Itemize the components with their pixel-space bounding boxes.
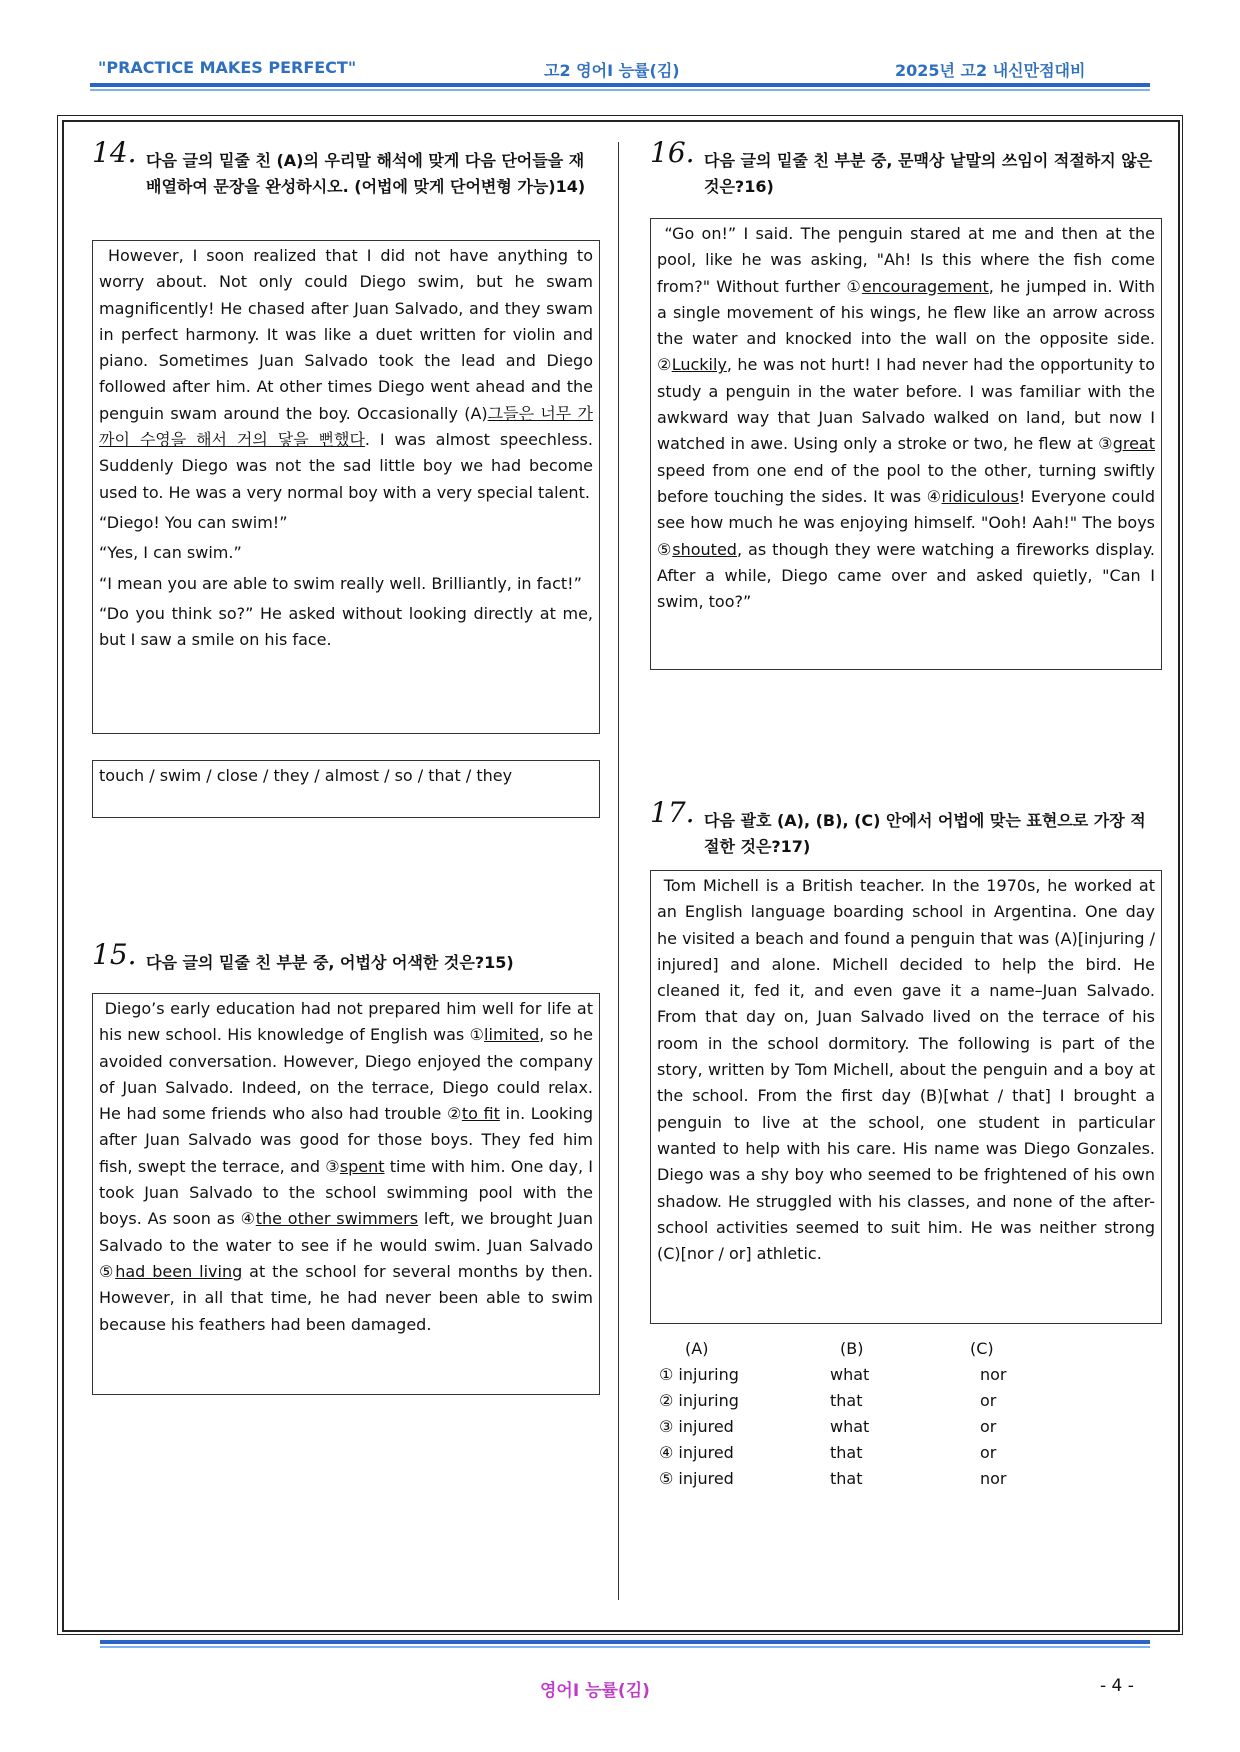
passage-box-16 <box>650 218 1162 670</box>
header-rule <box>90 83 1150 87</box>
choice-b: what <box>830 1365 870 1384</box>
underlined-4: the other swimmers <box>255 1209 419 1229</box>
word-bank-box <box>92 760 600 818</box>
header-rule-thin <box>90 89 1150 91</box>
choice-a: ③ injured <box>659 1417 734 1436</box>
passage-text: . I was almost speechless. Suddenly Diego was not the sad little boy we had become used to. He was a very normal boy with a very special talent. <box>99 430 593 502</box>
choice-a: ⑤ injured <box>659 1469 734 1488</box>
underlined-1: limited <box>484 1025 540 1045</box>
choice-a: ④ injured <box>659 1443 734 1462</box>
question-prompt: 다음 글의 밑줄 친 부분 중, 문맥상 낱말의 쓰임이 적절하지 않은 것은?16) <box>704 151 1153 196</box>
choice-c: or <box>980 1443 997 1462</box>
question-14 <box>92 136 598 200</box>
footer-title: 영어Ⅰ 능률(김) <box>540 1681 650 1701</box>
choice-b: that <box>830 1443 863 1462</box>
header-right: 2025년 고2 내신만점대비 <box>895 61 1086 80</box>
question-number: 15. <box>92 938 137 971</box>
underlined-1: encouragement <box>861 276 989 296</box>
choice-c: or <box>980 1391 997 1410</box>
column-divider <box>618 142 619 1600</box>
passage-text: ! Everyone could see how much he was enjoying himself. "Ooh! Aah!" The boys ⑤ <box>657 486 1155 559</box>
choice-b: what <box>830 1417 870 1436</box>
dialogue-line: “Do you think so?” He asked without looking directly at me, but I saw a smile on his face. <box>99 603 593 650</box>
passage-box-14 <box>92 240 600 734</box>
dialogue-line: “Yes, I can swim.” <box>99 543 242 563</box>
passage-text: speed from one end of the pool to the other, turning swiftly before touching the sides. It was ④ <box>657 460 1155 506</box>
question-prompt: 다음 글의 밑줄 친 부분 중, 어법상 어색한 것은?15) <box>146 953 514 972</box>
passage-text: left, we brought Juan Salvado to the water to see if he would swim. Juan Salvado ⑤ <box>99 1209 593 1281</box>
choice-c: nor <box>980 1365 1007 1384</box>
question-number: 16. <box>650 136 695 169</box>
passage-text: , as though they were watching a fireworks display. After a while, Diego came over and asked quietly, "Can I swim, too?” <box>657 539 1156 612</box>
col-header-c: (C) <box>970 1339 994 1358</box>
underlined-4: ridiculous <box>941 486 1019 506</box>
passage-text: at the school for several months by then. However, in all that time, he had never been able to swim because his feathers had been damaged. <box>99 1261 593 1334</box>
underlined-3: great <box>1112 434 1155 454</box>
dialogue-line: “Diego! You can swim!” <box>99 512 288 532</box>
passage-text: , he was not hurt! I had never had the opportunity to study a penguin in the water before. I was familiar with the awkward way that Juan Salvado walked on land, but now I watched in awe. Using only a stroke or two, he flew at ③ <box>657 355 1155 454</box>
question-16 <box>650 136 1160 200</box>
header-left: "PRACTICE MAKES PERFECT" <box>98 58 357 77</box>
choice-b: that <box>830 1469 863 1488</box>
choice-a: ① injuring <box>659 1365 739 1384</box>
passage-text: , so he avoided conversation. However, Diego enjoyed the company of Juan Salvado. Indeed, on the terrace, Diego could relax. He had some friends who also had trouble ② <box>99 1025 593 1124</box>
question-prompt: 다음 글의 밑줄 친 (A)의 우리말 해석에 맞게 다음 단어들을 재배열하여 문장을 완성하시오. (어법에 맞게 단어변형 가능)14) <box>146 151 586 196</box>
footer-rule-thin <box>100 1646 1150 1648</box>
passage-text: Diego’s early education had not prepared him well for life at his new school. His knowledge of English was ① <box>99 999 593 1045</box>
passage-box-17 <box>650 870 1162 1324</box>
passage-text: in. Looking after Juan Salvado was good for those boys. They fed him fish, swept the terrace, and ③ <box>99 1104 593 1176</box>
underlined-a: 그들은 너무 가까이 수영을 해서 거의 닿을 뻔했다 <box>99 403 593 450</box>
question-number: 14. <box>92 136 137 169</box>
col-header-a: (A) <box>685 1339 709 1358</box>
passage-text: time with him. One day, I took Juan Salvado to the school swimming pool with the boys. As soon as ④ <box>99 1156 593 1229</box>
footer-rule <box>100 1640 1150 1644</box>
choice-c: or <box>980 1417 997 1436</box>
word-bank: touch / swim / close / they / almost / so / that / they <box>99 766 513 785</box>
question-15 <box>92 938 598 976</box>
passage-text: “Go on!” I said. The penguin stared at me and then at the pool, like he was asking, "Ah! Is this where the fish come from?" Without further ① <box>657 224 1155 296</box>
question-17 <box>650 796 1160 860</box>
choice-b: that <box>830 1391 863 1410</box>
underlined-5: shouted <box>672 539 737 559</box>
underlined-2: Luckily <box>671 355 727 375</box>
question-prompt: 다음 괄호 (A), (B), (C) 안에서 어법에 맞는 표현으로 가장 적절한 것은?17) <box>704 811 1146 856</box>
underlined-2: to fit <box>461 1104 500 1124</box>
col-header-b: (B) <box>840 1339 864 1358</box>
header-center: 고2 영어Ⅰ 능률(김) <box>544 61 680 80</box>
choice-c: nor <box>980 1469 1007 1488</box>
question-number: 17. <box>650 796 695 829</box>
underlined-5: had been living <box>115 1261 243 1281</box>
choice-a: ② injuring <box>659 1391 739 1410</box>
passage-text: , he jumped in. With a single movement of his wings, he flew like an arrow across the water and knocked into the wall on the opposite side. ② <box>657 276 1155 375</box>
passage-text: Tom Michell is a British teacher. In the 1970s, he worked at an English language boarding school in Argentina. One day he visited a beach and found a penguin that was (A)[injuring / injured] and alone. Michell decided to help the bird. He cleaned it, fed it, and even gave it a name–Juan Salvado. From that day on, Juan Salvado lived on the terrace of his room in the school dormitory. The following is part of the story, written by Tom Michell, about the penguin and a boy at the school. From the first day (B)[what / that] I brought a penguin to live at the school, one student in particular wanted to help with his care. His name was Diego Gonzales. Diego was a shy boy who seemed to be frightened of his own shadow. He struggled with his classes, and none of the after-school activities seemed to suit him. He was neither strong (C)[nor / or] athletic. <box>657 876 1155 1264</box>
dialogue-line: “I mean you are able to swim really well. Brilliantly, in fact!” <box>99 573 582 593</box>
passage-text: However, I soon realized that I did not have anything to worry about. Not only could Diego swim, but he swam magnificently! He chased after Juan Salvado, and they swam in perfect harmony. It was like a duet written for violin and piano. Sometimes Juan Salvado took the lead and Diego followed after him. At other times Diego went ahead and the penguin swam around the boy. Occasionally (A) <box>99 246 593 423</box>
page-number: - 4 - <box>1100 1676 1134 1696</box>
underlined-3: spent <box>339 1156 385 1176</box>
passage-box-15 <box>92 993 600 1395</box>
